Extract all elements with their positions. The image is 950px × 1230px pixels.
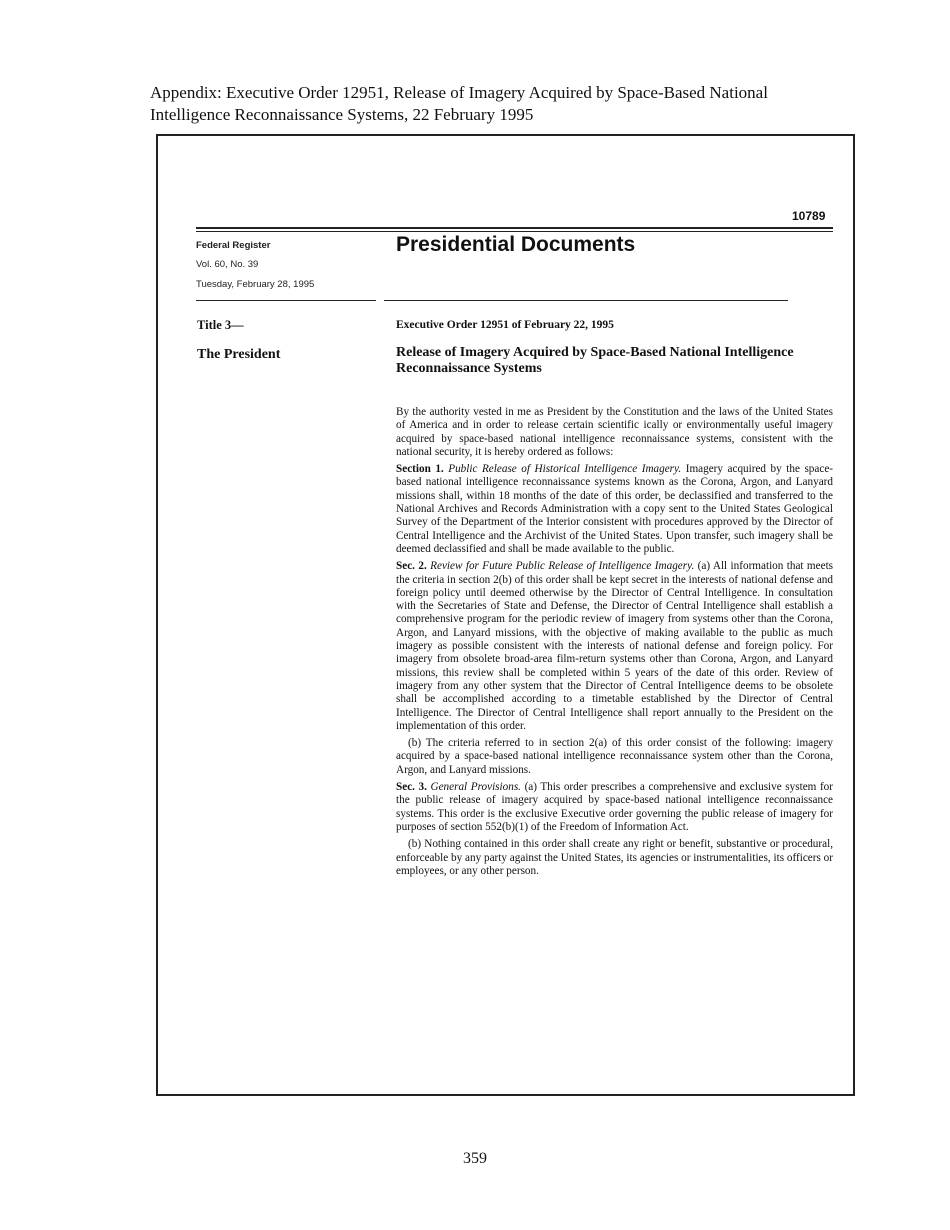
- section-1-label: Section 1.: [396, 463, 444, 476]
- section-3a-text: (a) This order prescribes a comprehensive and exclusive system for the public release of imagery acquired by space-based national intelligence reconnaissance systems. This order is the exclusive Executive order governing the public release of imagery for purposes of section 552(b)(1) of the Freedom of Information Act.: [396, 781, 834, 833]
- presidential-documents-title: Presidential Documents: [396, 233, 636, 256]
- section-3b-paragraph: (b) Nothing contained in this order shall create any right or benefit, substantive or procedural, enforceable by any party against the United States, its agencies or instrumentalities, its officers or employees, or any other person.: [396, 838, 833, 877]
- section-2-title: Review for Future Public Release of Intelligence Imagery.: [430, 560, 695, 573]
- preamble-paragraph: By the authority vested in me as President by the Constitution and the laws of the United States of America and in order to release certain scientific ically or environmentally useful imagery acquired by space-based national intelligence reconnaissance systems, consistent with the national security, it is hereby ordered as follows:: [396, 406, 833, 458]
- section-2a-text: (a) All information that meets the criteria in section 2(b) of this order shall be kept secret in the interests of national defense and foreign policy until deemed otherwise by the Director of Central Intelligence. In consultation with the Secretaries of State and Defense, the Director of Central Intelligence shall establish a comprehensive program for the periodic review of imagery from systems other than the Corona, Argon, and Lanyard missions, with the objective of making available to the public as much imagery as possible consistent with the interests of national defense and foreign policy. For imagery from obsolete broad-area film-return systems other than Corona, Argon, and Lanyard missions, this review shall be completed within 5 years of the date of this order. Review of imagery from any other system that the Director of Central Intelligence deems to be obsolete shall be accomplished according to a timetable established by the Director of Central Intelligence. The Director of Central Intelligence shall report annually to the President on the implementation of this order.: [396, 560, 834, 732]
- executive-order-heading: Release of Imagery Acquired by Space-Based National Intelligence Reconnaissance Systems: [396, 345, 794, 376]
- federal-register-name: Federal Register: [196, 240, 271, 251]
- order-body: [396, 406, 833, 882]
- section-2b-paragraph: (b) The criteria referred to in section 2(a) of this order consist of the following: imagery acquired by a space-based national intelligence reconnaissance system other than the Corona, Argon, and Lanyard missions.: [396, 737, 833, 776]
- section-1-text: Imagery acquired by the space-based national intelligence reconnaissance systems known as the Corona, Argon, and Lanyard missions shall, within 18 months of the date of this order, be declassified and transferred to the National Archives and Records Administration with a copy sent to the United States Geological Survey of the Department of the Interior consistent with procedures approved by the Director of Central Intelligence and the Archivist of the United States. Upon transfer, such imagery shall be deemed declassified and shall be made available to the public.: [396, 463, 834, 555]
- header-rule-bottom-right: [384, 300, 788, 301]
- federal-register-volume: Vol. 60, No. 39: [196, 259, 259, 270]
- section-3-title: General Provisions.: [430, 781, 521, 794]
- section-1-title: Public Release of Historical Intelligence Imagery.: [448, 463, 682, 476]
- header-rule-thin: [196, 231, 833, 232]
- appendix-caption: Appendix: Executive Order 12951, Release of Imagery Acquired by Space-Based National Intelligence Reconnaissance Systems, 22 February 1995: [150, 83, 768, 124]
- section-3a-paragraph: [396, 781, 833, 834]
- federal-register-date: Tuesday, February 28, 1995: [196, 279, 315, 290]
- section-2a-paragraph: [396, 560, 833, 733]
- federal-register-page-number: 10789: [792, 209, 826, 223]
- section-1-paragraph: [396, 463, 833, 556]
- title-3-label: Title 3—: [197, 318, 244, 332]
- page-number: 359: [463, 1150, 487, 1167]
- executive-order-number: Executive Order 12951 of February 22, 1995: [396, 319, 614, 331]
- the-president-label: The President: [197, 347, 281, 362]
- section-2-label: Sec. 2.: [396, 560, 427, 573]
- header-rule-bottom-left: [196, 300, 376, 301]
- section-3-label: Sec. 3.: [396, 781, 427, 794]
- header-rule-top: [196, 227, 833, 229]
